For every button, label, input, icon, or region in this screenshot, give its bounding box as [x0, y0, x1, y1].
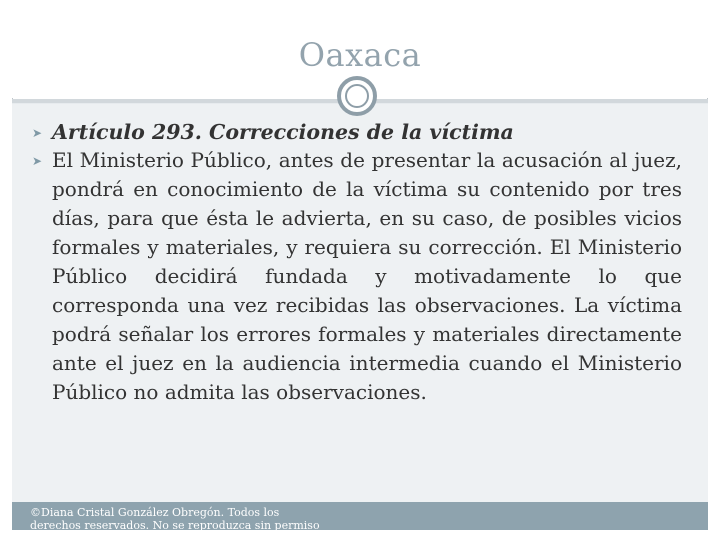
footer-bar: [12, 502, 708, 530]
footer-copyright: ©Diana Cristal González Obregón. Todos los derechos reservados. No se reproduzca sin permiso: [30, 506, 320, 530]
circle-ornament-icon: [337, 76, 377, 116]
arrow-bullet-icon: ➤: [32, 154, 43, 168]
article-body: El Ministerio Público, antes de presentar la acusación al juez, pondrá en conocimiento de la víctima su contenido por tres días, para que ésta le advierta, en su caso, de posibles vicios formales y materiales, y requiera su corrección. El Ministerio Público decidirá fundada y motivadamente lo que corresponda una vez recibidas las observaciones. La víctima podrá señalar los errores formales y materiales directamente ante el juez en la audiencia intermedia cuando el Ministerio Público no admita las observaciones.: [52, 148, 682, 404]
arrow-bullet-icon: ➤: [32, 126, 43, 140]
slide-title: Oaxaca: [298, 36, 422, 74]
heading-row: [32, 118, 682, 146]
article-heading: Artículo 293. Correcciones de la víctima: [52, 120, 514, 144]
slide-content: [32, 118, 682, 407]
body-row: [32, 146, 682, 407]
